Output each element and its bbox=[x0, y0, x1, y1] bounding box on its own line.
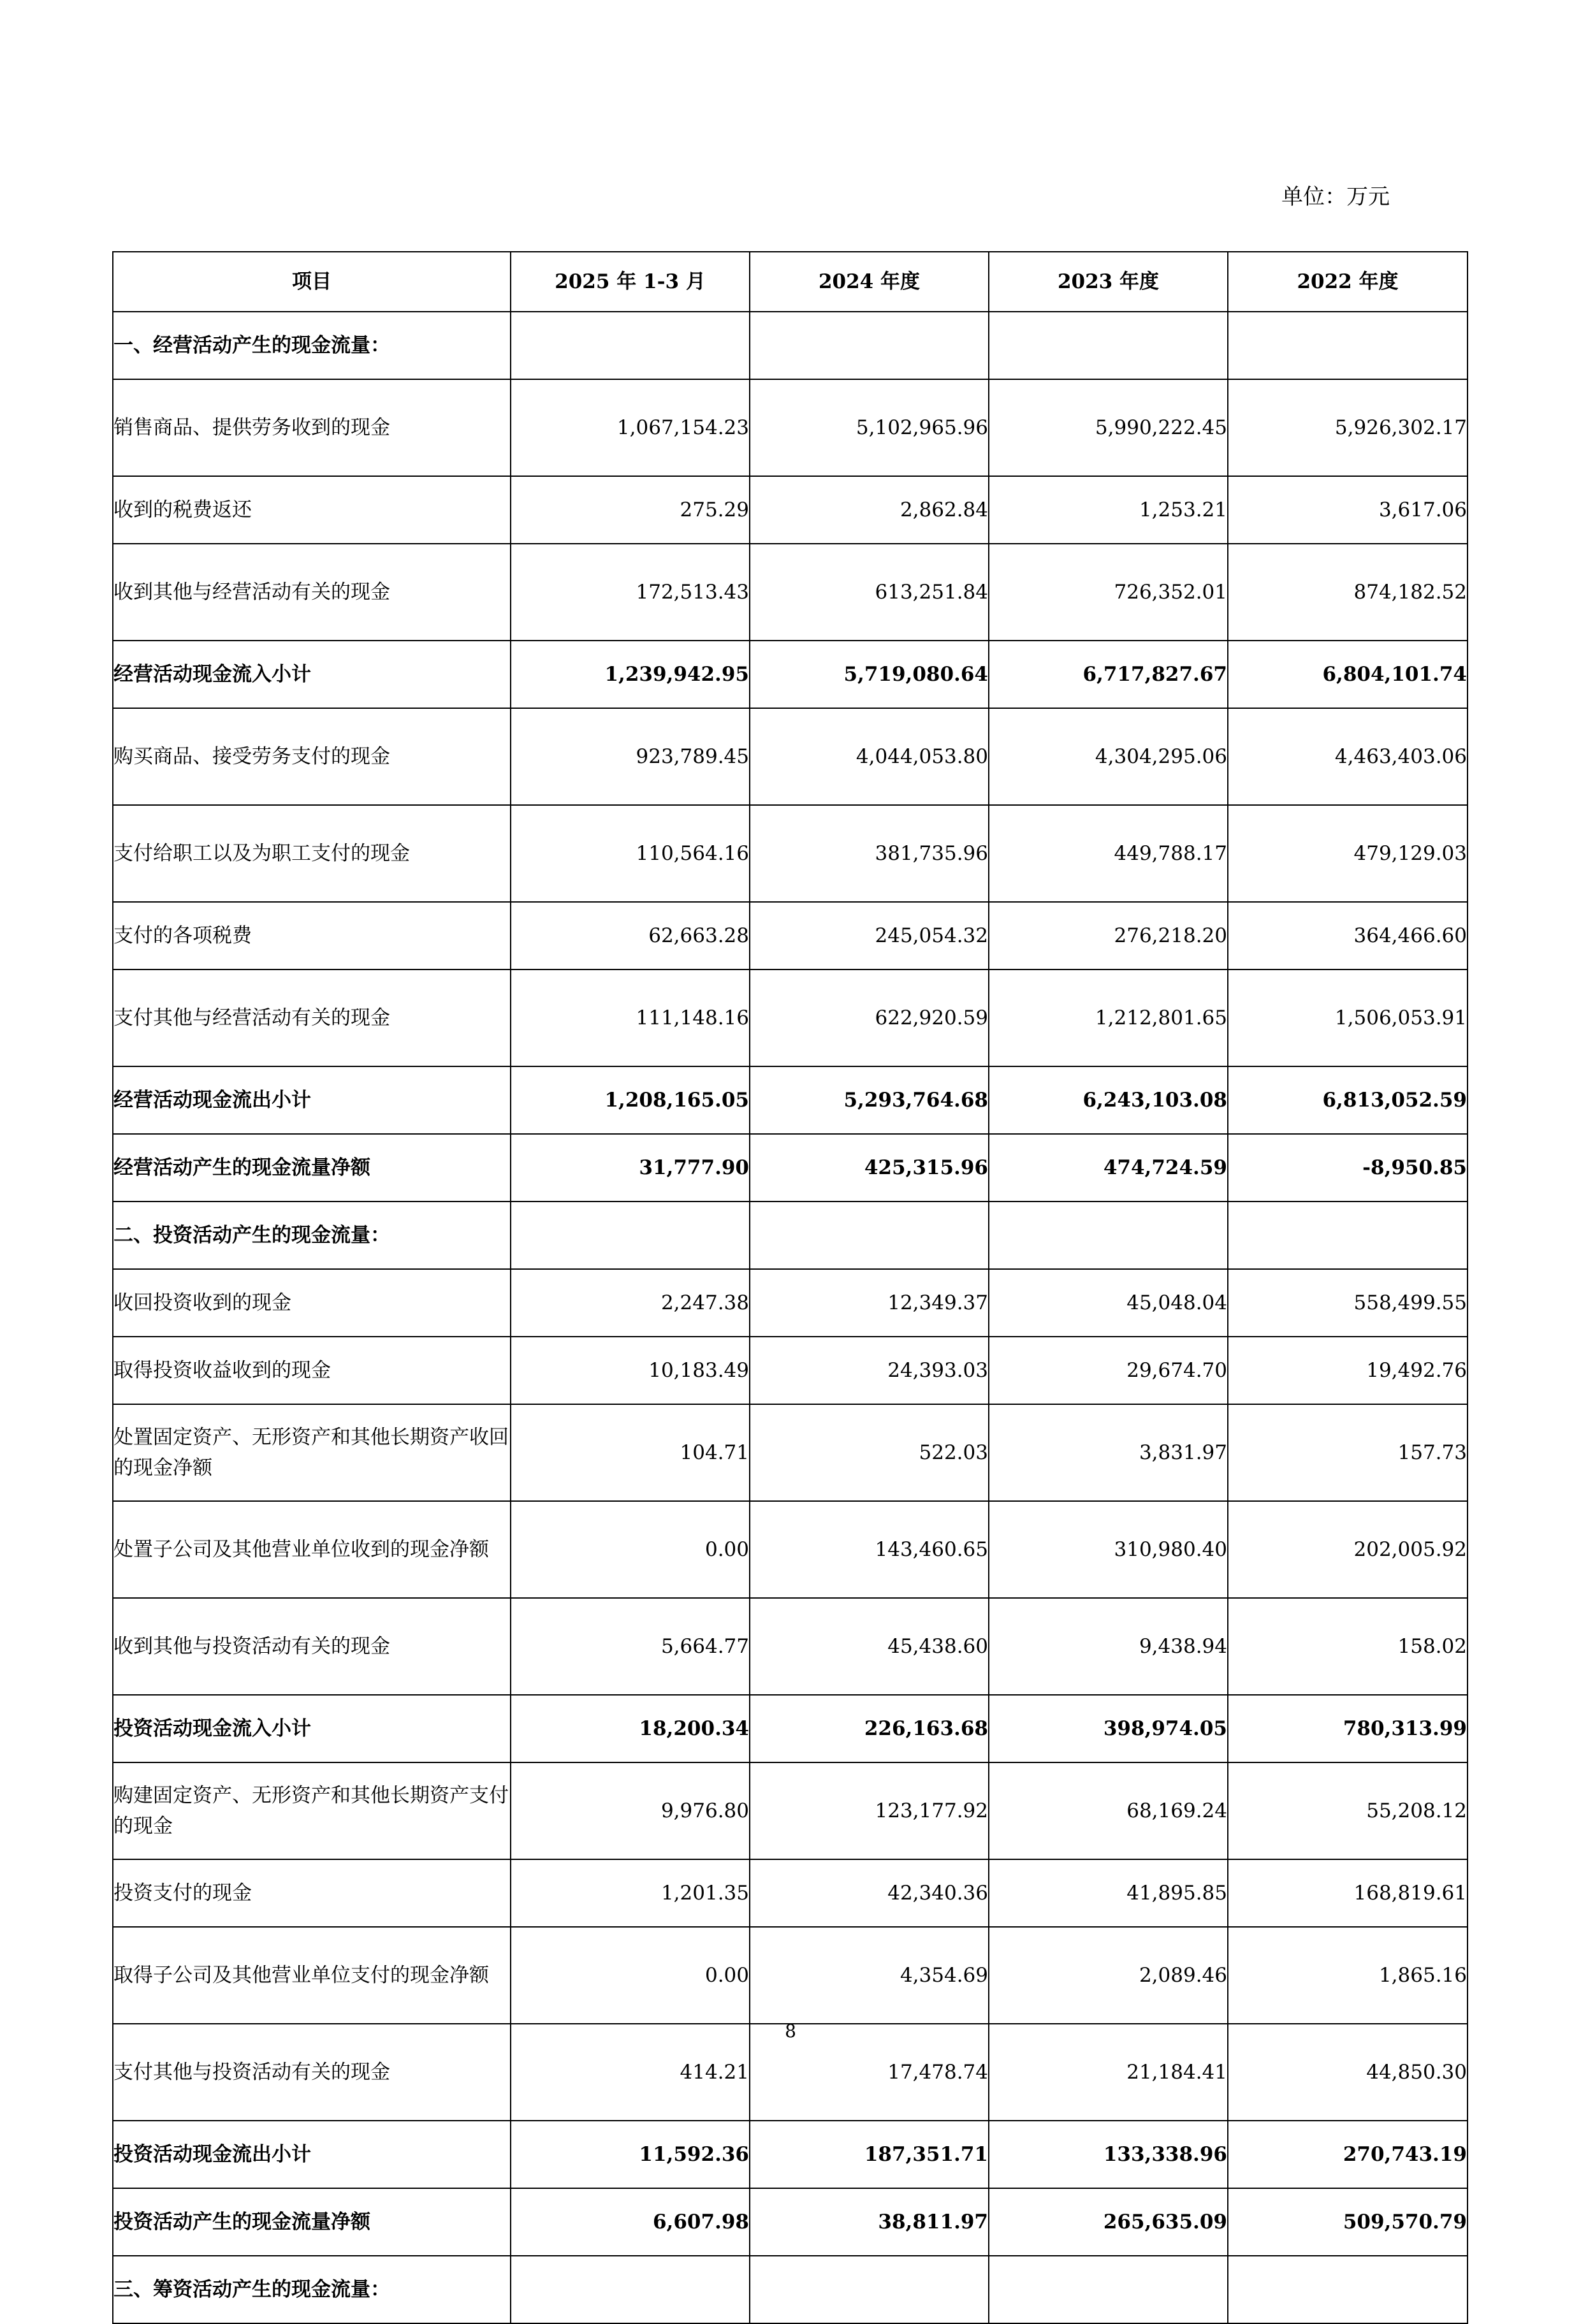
table-row bbox=[113, 1404, 1468, 1501]
table-row bbox=[113, 970, 1468, 1066]
table-row bbox=[113, 544, 1468, 641]
row-value-2022: 874,182.52 bbox=[1228, 544, 1468, 641]
row-value-2024: 12,349.37 bbox=[750, 1269, 989, 1337]
table-row bbox=[113, 1927, 1468, 2024]
row-value-2024: 5,293,764.68 bbox=[750, 1066, 989, 1134]
row-value-2025: 1,067,154.23 bbox=[511, 379, 750, 476]
row-value-2022: 509,570.79 bbox=[1228, 2188, 1468, 2256]
table-row bbox=[113, 1269, 1468, 1337]
row-item-label: 支付其他与投资活动有关的现金 bbox=[113, 2024, 511, 2121]
row-item-label: 取得投资收益收到的现金 bbox=[113, 1337, 511, 1404]
row-item-label: 销售商品、提供劳务收到的现金 bbox=[113, 379, 511, 476]
row-value-2023: 4,304,295.06 bbox=[989, 708, 1228, 805]
row-value-2023: 133,338.96 bbox=[989, 2121, 1228, 2188]
row-value-2025: 111,148.16 bbox=[511, 970, 750, 1066]
table-row bbox=[113, 1598, 1468, 1695]
row-value-empty bbox=[1228, 2256, 1468, 2323]
column-header-2022: 2022 年度 bbox=[1228, 252, 1468, 312]
row-value-2025: 18,200.34 bbox=[511, 1695, 750, 1762]
row-item-label: 收到的税费返还 bbox=[113, 476, 511, 544]
row-value-2024: 45,438.60 bbox=[750, 1598, 989, 1695]
table-row bbox=[113, 805, 1468, 902]
row-item-label: 投资活动现金流出小计 bbox=[113, 2121, 511, 2188]
table-row bbox=[113, 2256, 1468, 2323]
row-item-label: 收回投资收到的现金 bbox=[113, 1269, 511, 1337]
row-item-label: 支付的各项税费 bbox=[113, 902, 511, 970]
row-value-2025: 275.29 bbox=[511, 476, 750, 544]
row-value-2022: 44,850.30 bbox=[1228, 2024, 1468, 2121]
row-value-empty bbox=[511, 312, 750, 379]
row-value-2025: 923,789.45 bbox=[511, 708, 750, 805]
row-value-2022: -8,950.85 bbox=[1228, 1134, 1468, 1202]
page-number: 8 bbox=[785, 2021, 796, 2042]
row-value-2022: 270,743.19 bbox=[1228, 2121, 1468, 2188]
table-header-row bbox=[113, 252, 1468, 312]
row-value-2023: 2,089.46 bbox=[989, 1927, 1228, 2024]
row-value-2025: 172,513.43 bbox=[511, 544, 750, 641]
table-row bbox=[113, 1695, 1468, 1762]
table-row bbox=[113, 312, 1468, 379]
table-row bbox=[113, 1859, 1468, 1927]
row-value-2022: 19,492.76 bbox=[1228, 1337, 1468, 1404]
row-value-2024: 381,735.96 bbox=[750, 805, 989, 902]
row-value-2022: 202,005.92 bbox=[1228, 1501, 1468, 1598]
row-value-2024: 42,340.36 bbox=[750, 1859, 989, 1927]
row-item-label: 经营活动产生的现金流量净额 bbox=[113, 1134, 511, 1202]
row-value-2022: 6,813,052.59 bbox=[1228, 1066, 1468, 1134]
row-value-2024: 24,393.03 bbox=[750, 1337, 989, 1404]
row-value-2023: 1,212,801.65 bbox=[989, 970, 1228, 1066]
row-value-2022: 4,463,403.06 bbox=[1228, 708, 1468, 805]
row-value-2024: 522.03 bbox=[750, 1404, 989, 1501]
row-item-label: 支付其他与经营活动有关的现金 bbox=[113, 970, 511, 1066]
row-item-label: 三、筹资活动产生的现金流量： bbox=[113, 2256, 511, 2323]
row-value-2023: 9,438.94 bbox=[989, 1598, 1228, 1695]
row-value-2022: 479,129.03 bbox=[1228, 805, 1468, 902]
row-item-label: 经营活动现金流出小计 bbox=[113, 1066, 511, 1134]
table-row bbox=[113, 1134, 1468, 1202]
row-value-empty bbox=[750, 2256, 989, 2323]
column-header-2025: 2025 年 1-3 月 bbox=[511, 252, 750, 312]
row-value-2022: 1,506,053.91 bbox=[1228, 970, 1468, 1066]
table-row bbox=[113, 379, 1468, 476]
row-item-label: 一、经营活动产生的现金流量： bbox=[113, 312, 511, 379]
row-value-2023: 449,788.17 bbox=[989, 805, 1228, 902]
row-item-label: 支付给职工以及为职工支付的现金 bbox=[113, 805, 511, 902]
row-value-empty bbox=[511, 1202, 750, 1269]
row-value-2024: 245,054.32 bbox=[750, 902, 989, 970]
row-value-empty bbox=[989, 312, 1228, 379]
row-value-2023: 6,243,103.08 bbox=[989, 1066, 1228, 1134]
row-value-2024: 38,811.97 bbox=[750, 2188, 989, 2256]
column-header-2024: 2024 年度 bbox=[750, 252, 989, 312]
row-value-2023: 41,895.85 bbox=[989, 1859, 1228, 1927]
table-row bbox=[113, 641, 1468, 708]
row-value-2022: 157.73 bbox=[1228, 1404, 1468, 1501]
row-value-2022: 3,617.06 bbox=[1228, 476, 1468, 544]
row-value-2024: 17,478.74 bbox=[750, 2024, 989, 2121]
row-value-empty bbox=[1228, 312, 1468, 379]
row-value-2024: 4,354.69 bbox=[750, 1927, 989, 2024]
row-value-2023: 265,635.09 bbox=[989, 2188, 1228, 2256]
table-header bbox=[113, 252, 1468, 312]
row-value-2023: 5,990,222.45 bbox=[989, 379, 1228, 476]
row-value-2023: 3,831.97 bbox=[989, 1404, 1228, 1501]
row-item-label: 投资活动产生的现金流量净额 bbox=[113, 2188, 511, 2256]
table-row bbox=[113, 476, 1468, 544]
row-value-2022: 5,926,302.17 bbox=[1228, 379, 1468, 476]
row-value-2022: 6,804,101.74 bbox=[1228, 641, 1468, 708]
row-item-label: 处置子公司及其他营业单位收到的现金净额 bbox=[113, 1501, 511, 1598]
row-value-2022: 1,865.16 bbox=[1228, 1927, 1468, 2024]
row-value-2022: 55,208.12 bbox=[1228, 1762, 1468, 1859]
row-value-2025: 1,201.35 bbox=[511, 1859, 750, 1927]
table-row bbox=[113, 902, 1468, 970]
row-value-2025: 6,607.98 bbox=[511, 2188, 750, 2256]
row-item-label: 二、投资活动产生的现金流量： bbox=[113, 1202, 511, 1269]
row-value-2025: 1,208,165.05 bbox=[511, 1066, 750, 1134]
row-value-2022: 558,499.55 bbox=[1228, 1269, 1468, 1337]
row-value-empty bbox=[750, 1202, 989, 1269]
row-value-2025: 2,247.38 bbox=[511, 1269, 750, 1337]
row-value-2024: 226,163.68 bbox=[750, 1695, 989, 1762]
row-value-2024: 622,920.59 bbox=[750, 970, 989, 1066]
table-row bbox=[113, 1202, 1468, 1269]
cashflow-table-container bbox=[112, 251, 1468, 2324]
row-value-2024: 613,251.84 bbox=[750, 544, 989, 641]
row-value-2024: 2,862.84 bbox=[750, 476, 989, 544]
row-value-empty bbox=[511, 2256, 750, 2323]
row-value-2025: 110,564.16 bbox=[511, 805, 750, 902]
table-row bbox=[113, 2121, 1468, 2188]
row-value-empty bbox=[750, 312, 989, 379]
row-value-2024: 143,460.65 bbox=[750, 1501, 989, 1598]
row-value-2024: 187,351.71 bbox=[750, 2121, 989, 2188]
row-value-2023: 276,218.20 bbox=[989, 902, 1228, 970]
row-value-2024: 5,102,965.96 bbox=[750, 379, 989, 476]
table-row bbox=[113, 1762, 1468, 1859]
row-value-2023: 6,717,827.67 bbox=[989, 641, 1228, 708]
row-item-label: 投资活动现金流入小计 bbox=[113, 1695, 511, 1762]
row-value-2025: 62,663.28 bbox=[511, 902, 750, 970]
row-value-2025: 104.71 bbox=[511, 1404, 750, 1501]
column-header-item: 项目 bbox=[113, 252, 511, 312]
row-value-2025: 10,183.49 bbox=[511, 1337, 750, 1404]
row-item-label: 处置固定资产、无形资产和其他长期资产收回的现金净额 bbox=[113, 1404, 511, 1501]
row-value-2025: 0.00 bbox=[511, 1501, 750, 1598]
row-value-2023: 45,048.04 bbox=[989, 1269, 1228, 1337]
row-value-2023: 398,974.05 bbox=[989, 1695, 1228, 1762]
row-value-2025: 31,777.90 bbox=[511, 1134, 750, 1202]
row-value-2023: 21,184.41 bbox=[989, 2024, 1228, 2121]
table-row bbox=[113, 2188, 1468, 2256]
row-value-2023: 29,674.70 bbox=[989, 1337, 1228, 1404]
row-value-2023: 474,724.59 bbox=[989, 1134, 1228, 1202]
row-value-2025: 5,664.77 bbox=[511, 1598, 750, 1695]
row-value-2024: 5,719,080.64 bbox=[750, 641, 989, 708]
table-row bbox=[113, 1066, 1468, 1134]
row-item-label: 购建固定资产、无形资产和其他长期资产支付的现金 bbox=[113, 1762, 511, 1859]
row-item-label: 投资支付的现金 bbox=[113, 1859, 511, 1927]
row-item-label: 收到其他与投资活动有关的现金 bbox=[113, 1598, 511, 1695]
row-value-2022: 780,313.99 bbox=[1228, 1695, 1468, 1762]
row-item-label: 经营活动现金流入小计 bbox=[113, 641, 511, 708]
row-value-2024: 425,315.96 bbox=[750, 1134, 989, 1202]
row-item-label: 取得子公司及其他营业单位支付的现金净额 bbox=[113, 1927, 511, 2024]
row-value-2025: 1,239,942.95 bbox=[511, 641, 750, 708]
row-value-2024: 123,177.92 bbox=[750, 1762, 989, 1859]
row-value-empty bbox=[989, 2256, 1228, 2323]
row-value-2023: 726,352.01 bbox=[989, 544, 1228, 641]
table-row bbox=[113, 708, 1468, 805]
row-value-2023: 1,253.21 bbox=[989, 476, 1228, 544]
row-value-2023: 310,980.40 bbox=[989, 1501, 1228, 1598]
row-item-label: 购买商品、接受劳务支付的现金 bbox=[113, 708, 511, 805]
row-value-2025: 9,976.80 bbox=[511, 1762, 750, 1859]
row-value-2023: 68,169.24 bbox=[989, 1762, 1228, 1859]
row-item-label: 收到其他与经营活动有关的现金 bbox=[113, 544, 511, 641]
unit-caption: 单位：万元 bbox=[1281, 184, 1390, 210]
table-row bbox=[113, 1501, 1468, 1598]
row-value-2024: 4,044,053.80 bbox=[750, 708, 989, 805]
table-row bbox=[113, 1337, 1468, 1404]
row-value-2025: 0.00 bbox=[511, 1927, 750, 2024]
row-value-2022: 168,819.61 bbox=[1228, 1859, 1468, 1927]
cashflow-statement-table bbox=[112, 251, 1468, 2324]
row-value-2025: 414.21 bbox=[511, 2024, 750, 2121]
row-value-2022: 364,466.60 bbox=[1228, 902, 1468, 970]
row-value-empty bbox=[1228, 1202, 1468, 1269]
row-value-empty bbox=[989, 1202, 1228, 1269]
row-value-2025: 11,592.36 bbox=[511, 2121, 750, 2188]
column-header-2023: 2023 年度 bbox=[989, 252, 1228, 312]
row-value-2022: 158.02 bbox=[1228, 1598, 1468, 1695]
